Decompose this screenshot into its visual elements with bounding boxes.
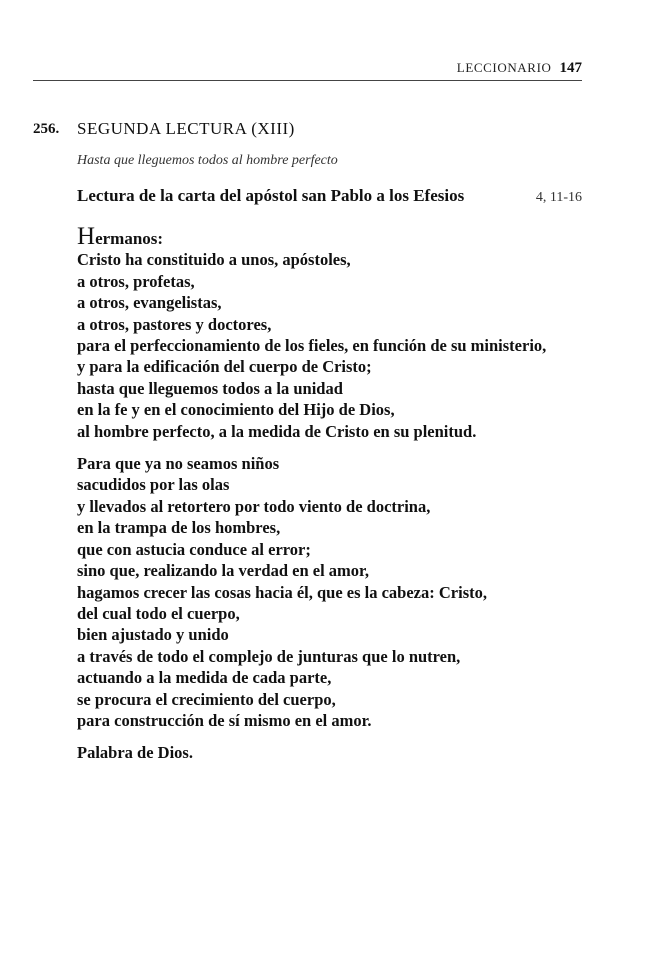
reading-heading: Lectura de la carta del apóstol san Pablo a los Efesios [77, 186, 465, 205]
verse-line: que con astucia conduce al error; [77, 539, 311, 559]
running-head [457, 60, 582, 77]
verse-line: Cristo ha constituido a unos, apóstoles, [77, 250, 351, 270]
verse-line: sacudidos por las olas [77, 475, 230, 495]
verse-line: se procura el crecimiento del cuerpo, [77, 689, 336, 709]
header-rule [33, 80, 582, 81]
verse-line: en la fe y en el conocimiento del Hijo de Dios, [77, 400, 395, 420]
verse-line: y para la edificación del cuerpo de Cristo; [77, 357, 372, 377]
verse-line: a otros, pastores y doctores, [77, 314, 272, 334]
reading-subtitle: Hasta que lleguemos todos al hombre perfecto [77, 153, 338, 168]
verse-line: a través de todo el complejo de junturas que lo nutren, [77, 646, 461, 666]
reading-title: SEGUNDA LECTURA (XIII) [77, 119, 295, 138]
reading-body [77, 223, 592, 764]
verse-line: al hombre perfecto, a la medida de Cristo en su plenitud. [77, 421, 477, 441]
item-number: 256. [33, 121, 60, 137]
page-number: 147 [559, 60, 582, 76]
reading-heading-row [77, 186, 582, 206]
verse-line: y llevados al retortero por todo viento de doctrina, [77, 496, 431, 516]
verse-line: Para que ya no seamos niños [77, 454, 280, 474]
running-head-title: LECCIONARIO [456, 60, 552, 75]
closing-acclamation: Palabra de Dios. [77, 743, 193, 763]
verse-line: hasta que lleguemos todos a la unidad [77, 378, 343, 398]
verse-line: del cual todo el cuerpo, [77, 603, 240, 623]
verse-line: a otros, profetas, [77, 271, 195, 291]
stanza-1 [77, 249, 592, 442]
verse-line: hagamos crecer las cosas hacia él, que es la cabeza: Cristo, [77, 582, 487, 602]
stanza-2 [77, 453, 592, 731]
verse-line: a otros, evangelistas, [77, 293, 222, 313]
verse-line: bien ajustado y unido [77, 625, 229, 645]
greeting-initial: H [77, 223, 96, 250]
greeting [77, 223, 592, 250]
verse-line: actuando a la medida de cada parte, [77, 668, 332, 688]
verse-line: sino que, realizando la verdad en el amor, [77, 561, 369, 581]
verse-line: en la trampa de los hombres, [77, 518, 281, 538]
verse-line: para construcción de sí mismo en el amor. [77, 710, 372, 730]
verse-line: para el perfeccionamiento de los fieles, en función de su ministerio, [77, 336, 547, 356]
scripture-reference: 4, 11-16 [535, 190, 582, 205]
greeting-rest: ermanos: [95, 229, 164, 248]
